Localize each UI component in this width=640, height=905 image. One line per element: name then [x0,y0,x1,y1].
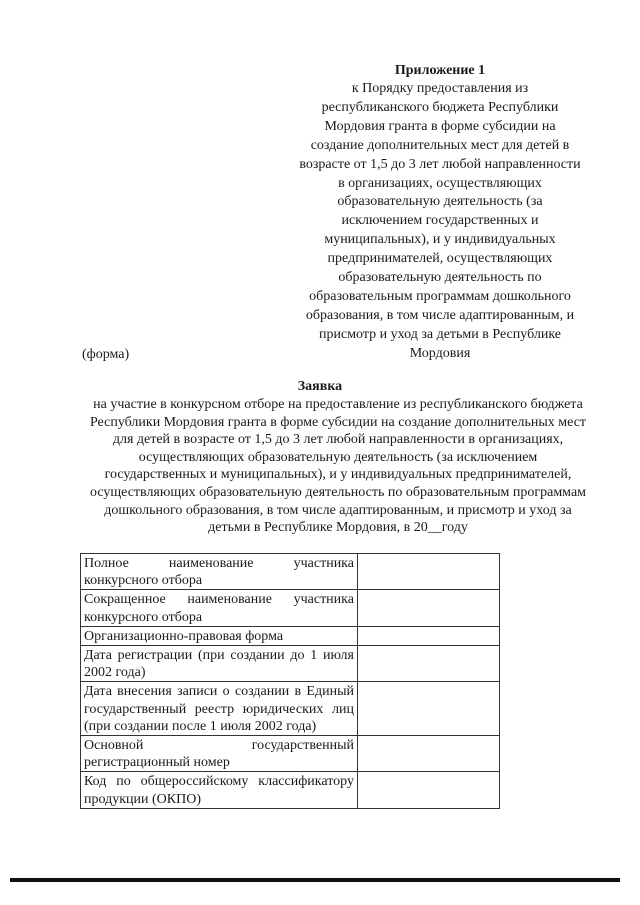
table-row [81,626,500,645]
appendix-title: Приложение 1 [394,63,486,78]
form-label: (форма) [82,347,130,362]
table-row [81,682,500,736]
appendix-block [298,62,582,364]
table-row [81,590,500,626]
request-text: на участие в конкурсном отборе на предоставление из республиканского бюджета Республики Мордовия гранта в форме субсидии на создание дополнительных мест для детей в возрасте от 1,5 до 3 лет любой направленности в организациях, осуществляющих образовательную деятельность (за исключением государственных и муниципальных), и у индивидуальных предпринимателей, осуществляющих образовательную деятельность по образовательным программам дошкольного образования, в том числе адаптированным, и присмотр и уход за детьми в Республике Мордовия, в 20__году [89,397,587,536]
row-value-registration-date[interactable] [357,646,499,682]
request-title: Заявка [297,379,343,394]
row-value-registry-entry-date[interactable] [357,682,499,736]
table-row [81,554,500,590]
page-bottom-rule [10,878,620,882]
row-value-short-name[interactable] [357,590,499,626]
table-row [81,646,500,682]
row-label-registry-entry-date: Дата внесения записи о создании в Единый государственный реестр юридических лиц (при создании после 1 июля 2002 года) [81,682,358,736]
row-label-full-name: Полное наименование участника конкурсного отбора [81,554,358,590]
table-row [81,772,500,808]
row-label-registration-date: Дата регистрации (при создании до 1 июля 2002 года) [81,646,358,682]
row-value-ogrn[interactable] [357,736,499,772]
row-value-legal-form[interactable] [357,626,499,645]
row-label-ogrn: Основной государственный регистрационный номер [81,736,358,772]
row-label-okpo: Код по общероссийскому классификатору продукции (ОКПО) [81,772,358,808]
row-value-full-name[interactable] [357,554,499,590]
appendix-text: к Порядку предоставления из республиканского бюджета Республики Мордовия гранта в форме субсидии на создание дополнительных мест для детей в возрасте от 1,5 до 3 лет любой направленности в организациях, осуществляющих образовательную деятельность (за исключением государственных и муниципальных), и у индивидуальных предпринимателей, осуществляющих образовательную деятельность по образовательным программам дошкольного образования, в том числе адаптированным, и присмотр и уход за детьми в Республике Мордовия [299,81,581,361]
row-label-short-name: Сокращенное наименование участника конкурсного отбора [81,590,358,626]
row-value-okpo[interactable] [357,772,499,808]
table-row [81,736,500,772]
applicant-info-table [80,553,500,809]
row-label-legal-form: Организационно-правовая форма [81,626,358,645]
